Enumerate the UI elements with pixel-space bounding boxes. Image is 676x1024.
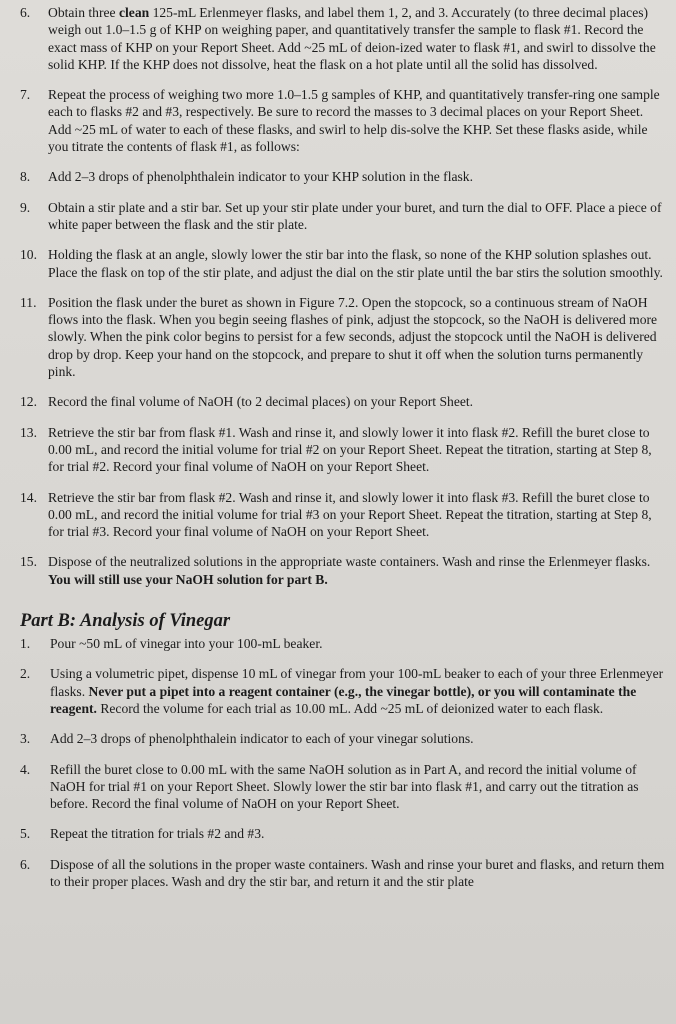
step-text: Record the final volume of NaOH (to 2 decimal places) on your Report Sheet. bbox=[48, 394, 474, 410]
step-text: Position the flask under the buret as shown in Figure 7.2. Open the stopcock, so a continuous stream of NaOH flows into the flask. When you begin seeing flashes of pink, adjust the stopcock, so the NaOH is delivered more slowly. When the pink color begins to persist for a few seconds, adjust the stopcock until the NaOH is delivered drop by drop. Keep your hand on the stopcock, and prepare to shut it off when the solution turns permanently pink. bbox=[48, 294, 658, 380]
step-text: Add 2–3 drops of phenolphthalein indicator to your KHP solution in the flask. bbox=[48, 169, 474, 185]
list-item bbox=[20, 489, 666, 541]
step-number: 2. bbox=[20, 666, 31, 682]
step-number: 5. bbox=[20, 826, 31, 842]
list-item bbox=[20, 168, 666, 185]
list-item bbox=[20, 825, 666, 842]
list-item bbox=[20, 856, 666, 891]
list-item bbox=[20, 246, 666, 281]
list-item bbox=[20, 199, 666, 234]
step-number: 15. bbox=[20, 554, 37, 570]
step-text: Retrieve the stir bar from flask #1. Wash and rinse it, and slowly lower it into flask #2. Refill the buret close to 0.00 mL, and record the initial volume for trial #2 on your Report Sheet. Repeat the titration, starting at Step 8, for trial #2. Record your final volume of NaOH on your Report Sheet. bbox=[48, 424, 652, 475]
step-text: Dispose of all the solutions in the proper waste containers. Wash and rinse your buret and flasks, and return them to their proper places. Wash and dry the stir bar, and return it and the stir plate bbox=[50, 856, 665, 889]
step-number: 6. bbox=[20, 856, 31, 872]
step-text: Refill the buret close to 0.00 mL with the same NaOH solution as in Part A, and record the initial volume of NaOH for trial #1 on your Report Sheet. Slowly lower the stir bar into flask #1, and carry out the titration as before. Record the final volume of NaOH on your Report Sheet. bbox=[50, 761, 639, 812]
list-item bbox=[20, 424, 666, 476]
step-number: 13. bbox=[20, 424, 37, 440]
step-number: 14. bbox=[20, 489, 37, 505]
list-item bbox=[20, 294, 666, 380]
step-number: 12. bbox=[20, 394, 37, 410]
step-text: Using a volumetric pipet, dispense 10 mL of vinegar from your 100-mL beaker to each of your three Erlenmeyer flasks. Never put a pipet into a reagent container (e.g., the vinegar bottle), or you will contaminate the reagent. Record the volume for each trial as 10.00 mL. Add ~25 mL of deionized water to each flask. bbox=[50, 666, 664, 716]
list-item bbox=[20, 86, 666, 155]
step-text: Pour ~50 mL of vinegar into your 100-mL beaker. bbox=[50, 636, 323, 652]
step-text: Add 2–3 drops of phenolphthalein indicator to each of your vinegar solutions. bbox=[50, 731, 474, 747]
step-number: 4. bbox=[20, 761, 31, 777]
part-b-step-list bbox=[20, 635, 666, 890]
bold-emphasis: Never put a pipet into a reagent container (e.g., the vinegar bottle), or you will contaminate the reagent. bbox=[50, 683, 637, 716]
list-item bbox=[20, 4, 666, 73]
step-text: Repeat the titration for trials #2 and #3. bbox=[50, 826, 265, 842]
step-number: 9. bbox=[20, 199, 31, 215]
step-number: 8. bbox=[20, 169, 31, 185]
step-text: Dispose of the neutralized solutions in the appropriate waste containers. Wash and rinse the Erlenmeyer flasks. You will still use your NaOH solution for part B. bbox=[48, 554, 651, 587]
step-text: Obtain three clean 125-mL Erlenmeyer flasks, and label them 1, 2, and 3. Accurately (to three decimal places) weigh out 1.0–1.5 g of KHP on weighing paper, and quantitatively transfer the sample to flask #1. Record the exact mass of KHP on your Report Sheet. Add ~25 mL of deion-ized water to flask #1, and swirl to dissolve the solid KHP. If the KHP does not dissolve, heat the flask on a hot plate until all the solid has dissolved. bbox=[48, 5, 656, 72]
step-number: 3. bbox=[20, 731, 31, 747]
part-a-step-list bbox=[20, 4, 666, 588]
step-text: Obtain a stir plate and a stir bar. Set up your stir plate under your buret, and turn the dial to OFF. Place a piece of white paper between the flask and the stir plate. bbox=[48, 199, 662, 232]
list-item bbox=[20, 635, 666, 652]
step-text: Retrieve the stir bar from flask #2. Wash and rinse it, and slowly lower it into flask #3. Refill the buret close to 0.00 mL, and record the initial volume for trial #3 on your Report Sheet. Repeat the titration, starting at Step 8, for trial #3. Record your final volume of NaOH on your Report Sheet. bbox=[48, 489, 652, 540]
list-item bbox=[20, 761, 666, 813]
step-number: 1. bbox=[20, 636, 31, 652]
list-item bbox=[20, 665, 666, 717]
step-number: 10. bbox=[20, 247, 37, 263]
list-item bbox=[20, 393, 666, 410]
step-text: Holding the flask at an angle, slowly lower the stir bar into the flask, so none of the KHP solution splashes out. Place the flask on top of the stir plate, and adjust the dial on the stir plate until the bar stirs the solution smoothly. bbox=[48, 247, 663, 280]
section-heading: Part B: Analysis of Vinegar bbox=[20, 611, 231, 632]
step-number: 7. bbox=[20, 87, 31, 103]
step-text: Repeat the process of weighing two more 1.0–1.5 g samples of KHP, and quantitatively transfer-ring one sample each to flasks #2 and #3, respectively. Be sure to record the masses to 3 decimal places on your Report Sheet. Add ~25 mL of water to each of these flasks, and swirl to help dis-solve the KHP. Set these flasks aside, while you titrate the contents of flask #1, as follows: bbox=[48, 87, 660, 155]
list-item bbox=[20, 553, 666, 588]
step-number: 6. bbox=[20, 5, 31, 20]
list-item bbox=[20, 730, 666, 747]
step-number: 11. bbox=[20, 294, 37, 310]
bold-emphasis: clean bbox=[118, 5, 150, 20]
bold-emphasis: You will still use your NaOH solution for part B. bbox=[48, 571, 328, 587]
